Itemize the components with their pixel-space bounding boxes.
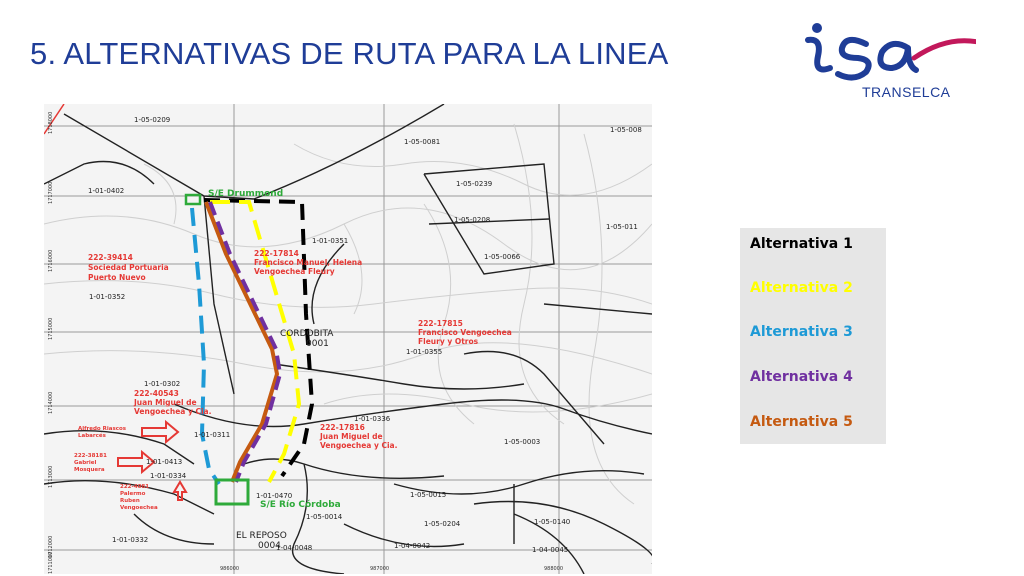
parcel-label: 1-01-0334: [150, 472, 187, 480]
parcel-label: 1-01-0355: [406, 348, 443, 356]
parcel-label: 1-05-0204: [424, 520, 461, 528]
easting-tick: 986000: [220, 566, 240, 572]
owner-code: 222-40543: [134, 389, 179, 398]
parcel-label: 1-05-0239: [456, 180, 493, 188]
owner-line: Gabriel: [74, 460, 97, 466]
parcel-label: 1-05-0140: [534, 518, 571, 526]
legend-item-alternativa-3: Alternativa 3: [750, 324, 853, 340]
owner-line: Francisco Vengoechea: [418, 328, 512, 337]
owner-line: Vengoechea: [120, 505, 158, 511]
legend-item-alternativa-1: Alternativa 1: [750, 236, 853, 252]
place-name-cordobita: CORDOBITA: [280, 329, 334, 339]
owner-code: 222-17814: [254, 249, 299, 258]
owner-line: Vengoechea y Cia.: [320, 441, 398, 450]
owner-line: Juan Miguel de: [320, 432, 383, 441]
place-code-cordobita: 0001: [306, 339, 329, 349]
parcel-label: 1-01-0351: [312, 237, 349, 245]
owner-code: 222-4081: [120, 484, 150, 490]
owner-code: 222-17815: [418, 319, 463, 328]
parcel-label: 1-01-0332: [112, 536, 149, 544]
place-code-el-reposo: 0004: [258, 541, 281, 551]
owner-line: Alfredo Riascos: [78, 426, 127, 432]
parcel-label: 1-01-0413: [146, 458, 183, 466]
northing-tick: 1712000: [48, 535, 54, 558]
northing-tick: 1715000: [48, 317, 54, 340]
northing-tick: 1718000: [48, 111, 54, 134]
route-map-svg: [44, 104, 652, 574]
logo-subtitle: TRANSELCA: [862, 84, 951, 100]
isa-logo-mark: [796, 18, 976, 88]
parcel-label: 1-05-0014: [306, 513, 343, 521]
slide-title: 5. ALTERNATIVAS DE RUTA PARA LA LINEA: [30, 36, 669, 71]
parcel-label: 1-01-0470: [256, 492, 293, 500]
owner-line: Labarcés: [78, 433, 106, 439]
legend-item-alternativa-4: Alternativa 4: [750, 369, 853, 385]
parcel-label: 1-05-008: [610, 126, 642, 134]
parcel-label: 1-05-0081: [404, 138, 441, 146]
parcel-label: 1-01-0402: [88, 187, 125, 195]
northing-tick: 1711000: [48, 551, 54, 574]
parcel-label: 1-05-0003: [504, 438, 541, 446]
substation-south-label: S/E Río Córdoba: [260, 500, 341, 510]
northing-tick: 1713000: [48, 465, 54, 488]
northing-tick: 1717000: [48, 181, 54, 204]
parcel-label: 1-04-0045: [532, 546, 569, 554]
parcel-label: 1-05-011: [606, 223, 638, 231]
owner-line: Juan Miguel de: [134, 398, 197, 407]
owner-line: Ruben: [120, 498, 140, 504]
northing-tick: 1714000: [48, 391, 54, 414]
route-map: [44, 104, 652, 574]
owner-line: Fleury y Otros: [418, 337, 479, 346]
place-name-el-reposo: EL REPOSO: [236, 531, 287, 541]
parcel-label: 1-05-0208: [454, 216, 491, 224]
parcel-label: 1-04-0048: [276, 544, 313, 552]
easting-tick: 987000: [370, 566, 390, 572]
parcel-label: 1-04-0042: [394, 542, 431, 550]
owner-code: 222-17816: [320, 423, 365, 432]
parcel-label: 1-05-0209: [134, 116, 171, 124]
easting-tick: 988000: [544, 566, 564, 572]
northing-tick: 1716000: [48, 249, 54, 272]
legend-item-alternativa-5: Alternativa 5: [750, 414, 853, 430]
legend-item-alternativa-2: Alternativa 2: [750, 280, 853, 296]
owner-code: 222-39414: [88, 253, 133, 262]
route-legend: [740, 228, 886, 444]
owner-line: Sociedad Portuaria: [88, 263, 169, 272]
owner-line: Francisco Manuel, Helena: [254, 258, 363, 267]
parcel-label: 1-01-0302: [144, 380, 181, 388]
owner-line: Vengoechea y Cia.: [134, 407, 212, 416]
owner-line: Palermo: [120, 491, 146, 497]
owner-line: Mosquera: [74, 467, 105, 473]
parcel-label: 1-05-0066: [484, 253, 521, 261]
owner-line: Vengoechea Fleury: [254, 267, 335, 276]
owner-line: Puerto Nuevo: [88, 273, 146, 282]
substation-north-label: S/E Drummond: [208, 189, 284, 199]
parcel-label: 1-05-0015: [410, 491, 447, 499]
parcel-label: 1-01-0311: [194, 431, 231, 439]
parcel-label: 1-01-0352: [89, 293, 126, 301]
parcel-label: 1-01-0336: [354, 415, 391, 423]
owner-code: 222-38181: [74, 453, 107, 459]
